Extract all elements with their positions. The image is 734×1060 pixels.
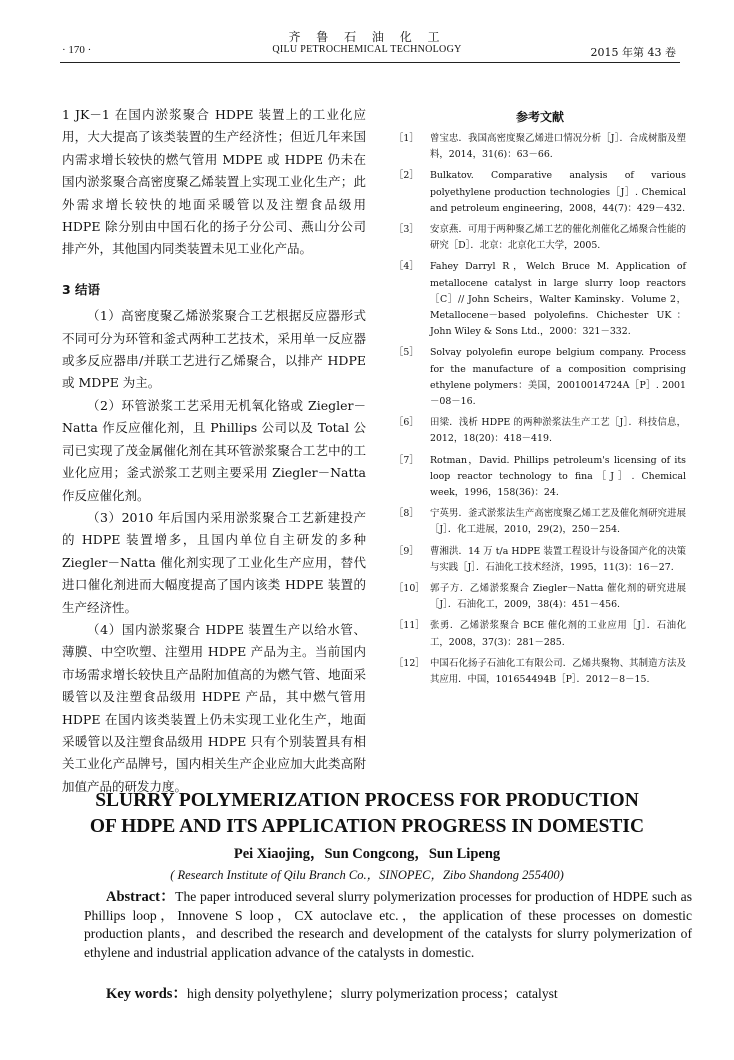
keywords-text: high density polyethylene；slurry polymerization process；catalyst <box>186 986 558 1001</box>
reference-number: ［7］ <box>394 454 419 466</box>
conclusion-paragraph: （2）环管淤浆工艺采用无机氧化铬或 Ziegler－Natta 作反应催化剂，且 Phillips 公司以及 Total 公司已实现了茂金属催化剂在其环管淤浆聚合工艺中的工业化应用；釜式淤浆工艺则主要采用 Ziegler－Natta 作反应催化剂。 <box>62 397 366 503</box>
reference-item <box>394 544 686 576</box>
reference-item <box>394 222 686 254</box>
english-affiliation: ( Research Institute of Qilu Branch Co.，SINOPEC，Zibo Shandong 255400) <box>170 868 564 882</box>
reference-number: ［1］ <box>394 133 419 144</box>
reference-item <box>394 618 686 650</box>
reference-text: 曾宝忠．我国高密度聚乙烯进口情况分析［J］．合成树脂及塑料，2014，31(6)：63－66. <box>430 133 686 161</box>
journal-title-cn: 齐 鲁 石 油 化 工 <box>288 30 446 44</box>
reference-text: Fahey Darryl R，Welch Bruce M. Application of metallocene catalyst in large slurry loop reactors［C］// John Scheirs，Walter Kaminsky．Volume 2，Metallocene－based polyolefins. Chichester UK：John Wiley & Sons Ltd.，2000：321－332. <box>430 261 686 338</box>
reference-item <box>394 581 686 613</box>
header-rule <box>60 62 680 63</box>
reference-text: 郭子方．乙烯淤浆聚合 Ziegler－Natta 催化剂的研究进展［J］．石油化工，2009，38(4)：451－456. <box>430 583 686 611</box>
english-keywords <box>106 982 696 1003</box>
reference-text: Bulkatov. Comparative analysis of various polyethylene production technologies［J］. Chemical and petroleum engineering，2008，44(7)：429－432. <box>430 170 686 214</box>
reference-number: ［6］ <box>394 417 419 429</box>
section-heading: 3 结语 <box>62 281 101 297</box>
reference-number: ［9］ <box>394 545 419 557</box>
english-title-line2: OF HDPE AND ITS APPLICATION PROGRESS IN DOMESTIC <box>89 816 645 837</box>
year-volume: 2015 年第 43 卷 <box>590 46 676 59</box>
conclusion-paragraph: （3）2010 年后国内采用淤浆聚合工艺新建投产的 HDPE 装置增多，且国内单位自主研发的多种 Ziegler－Natta 催化剂实现了工业化生产应用，替代进口催化剂进而大幅度提高了国内该类 HDPE 装置的生产经济性。 <box>62 509 366 615</box>
english-authors: Pei Xiaojing，Sun Congcong，Sun Lipeng <box>233 846 501 862</box>
reference-number: ［8］ <box>394 508 419 520</box>
reference-text: 安京燕．可用于两种聚乙烯工艺的催化剂催化乙烯聚合性能的研究［D］．北京：北京化工大学，2005. <box>430 224 686 252</box>
reference-text: 田梁．浅析 HDPE 的两种淤浆法生产工艺［J］．科技信息，2012，18(20)：418－419. <box>430 417 686 445</box>
reference-item <box>394 656 686 688</box>
reference-item <box>394 506 686 538</box>
reference-item <box>394 131 686 163</box>
abstract-text: The paper introduced several slurry polymerization processes for production of HDPE such as Phillips loop，Innovene S loop，CX autoclave etc.，the application of these processes on domestic production plants，and described the research and development of the catalysts for slurry polymerization of ethylene and industrial application advance of the catalysts in domestic. <box>84 889 692 960</box>
reference-text: 曹湘洪．14 万 t/a HDPE 装置工程设计与设备国产化的决策与实践［J］．石油化工技术经济，1995，11(3)：16－27. <box>430 545 686 573</box>
reference-text: 中国石化扬子石油化工有限公司．乙烯共聚物、其制造方法及其应用．中国，101654494B［P］．2012－8－15. <box>430 657 686 686</box>
conclusion-paragraph: （1）高密度聚乙烯淤浆聚合工艺根据反应器形式不同可分为环管和釜式两种工艺技术，采用单一反应器或多反应器串/并联工艺进行乙烯聚合，以排产 HDPE 或 MDPE 为主。 <box>62 308 366 391</box>
keywords-label: Key words： <box>106 986 187 1002</box>
reference-number: ［4］ <box>394 261 419 273</box>
reference-item <box>394 259 686 340</box>
reference-number: ［10］ <box>394 583 425 595</box>
body-column <box>62 104 366 798</box>
conclusion-paragraph: （4）国内淤浆聚合 HDPE 装置生产以给水管、薄膜、中空吹塑、注塑用 HDPE 产品为主。当前国内市场需求增长较快且产品附加值高的为燃气管、地面采暖管以及注塑食品级用 HDPE 产品，其中燃气管用 HDPE 在国内该类装置上仍未实现工业化生产，地面采暖管以及注塑食品级用 HDPE 只有个别装置具有相关工业化产品牌号，国内相关生产企业应加大此类高附加值产品的研发力度。 <box>62 621 366 794</box>
reference-item <box>394 415 686 447</box>
reference-number: ［2］ <box>394 170 419 182</box>
english-abstract <box>84 888 692 962</box>
journal-title-en: QILU PETROCHEMICAL TECHNOLOGY <box>272 44 462 55</box>
reference-text: 张勇．乙烯淤浆聚合 BCE 催化剂的工业应用［J］．石油化工，2008，37(3)：281－285. <box>430 620 686 648</box>
reference-item <box>394 345 686 410</box>
reference-number: ［12］ <box>394 657 425 669</box>
references-column <box>394 108 686 693</box>
abstract-label: Abstract： <box>106 889 176 905</box>
reference-item <box>394 168 686 217</box>
reference-item <box>394 453 686 502</box>
intro-paragraph: 1 JK－1 在国内淤浆聚合 HDPE 装置上的工业化应用，大大提高了该类装置的生产经济性；但近几年来国内需求增长较快的燃气管用 MDPE 或 HDPE 仍未在国内淤浆聚合高密度聚乙烯装置上实现工业化生产；此外需求增长较快的地面采暖管以及注塑食品级用 HDPE 除分别由中国石化的扬子分公司、燕山分公司排产外，其他国内同类装置未见工业化产品。 <box>62 107 366 257</box>
references-title: 参考文献 <box>515 110 564 124</box>
reference-number: ［3］ <box>394 224 419 236</box>
reference-text: Rotman，David. Phillips petroleum's licensing of its loop reactor technology to fina［J］. Chemical week，1996，158(36)：24. <box>430 454 686 499</box>
reference-number: ［11］ <box>394 620 425 632</box>
reference-text: Solvay polyolefin europe belgium company. Process for the manufacture of a composition comprising ethylene polymers：美国，20010014724A［P］. 2001－08－16. <box>430 347 686 408</box>
reference-number: ［5］ <box>394 347 419 359</box>
page-number: · 170 · <box>62 44 92 56</box>
reference-text: 宁英男．釜式淤浆法生产高密度聚乙烯工艺及催化剂研究进展［J］．化工进展，2010，29(2)，250－254. <box>430 508 686 536</box>
english-title-line1: SLURRY POLYMERIZATION PROCESS FOR PRODUCTION <box>95 790 639 811</box>
